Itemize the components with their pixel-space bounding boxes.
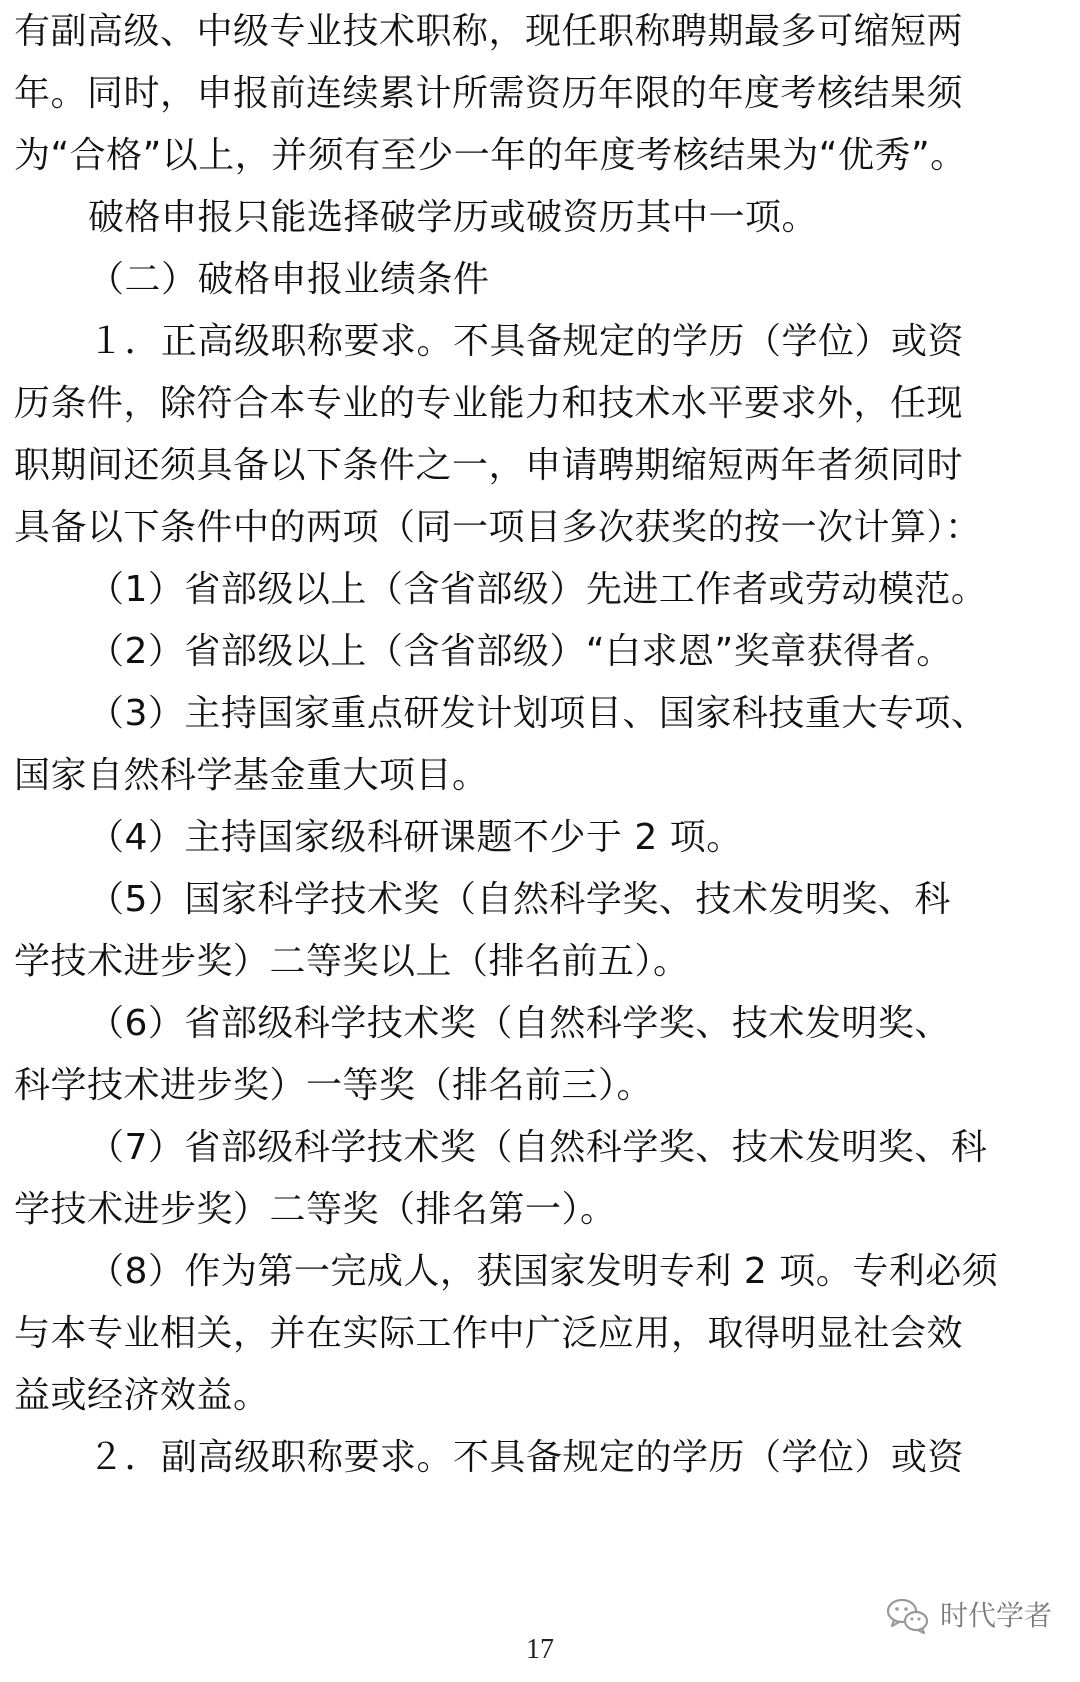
list-item: （3）主持国家重点研发计划项目、国家科技重大专项、	[88, 693, 988, 734]
text-line: 为“合格”以上，并须有至少一年的年度考核结果为“优秀”。	[14, 135, 967, 176]
text-line: 破格申报只能选择破学历或破资历其中一项。	[88, 197, 819, 238]
text-line: 年。同时，申报前连续累计所需资历年限的年度考核结果须	[14, 73, 964, 114]
text-line: 有副高级、中级专业技术职称，现任职称聘期最多可缩短两	[14, 11, 964, 52]
text-line: 科学技术进步奖）一等奖（排名前三）。	[14, 1065, 654, 1106]
text-line: 职期间还须具备以下条件之一，申请聘期缩短两年者须同时	[14, 445, 964, 486]
text-line: 历条件，除符合本专业的专业能力和技术水平要求外，任现	[14, 383, 964, 424]
page-number: 17	[526, 1634, 554, 1665]
list-item: （4）主持国家级科研课题不少于 2 项。	[88, 817, 743, 858]
list-item: （1）省部级以上（含省部级）先进工作者或劳动模范。	[88, 569, 988, 610]
text-line: 学技术进步奖）二等奖（排名第一）。	[14, 1189, 617, 1230]
text-line: ２．副高级职称要求。不具备规定的学历（学位）或资	[88, 1437, 965, 1478]
text-line: 益或经济效益。	[14, 1375, 270, 1416]
section-heading: （二）破格申报业绩条件	[88, 259, 490, 300]
list-item: （2）省部级以上（含省部级）“白求恩”奖章获得者。	[88, 631, 953, 672]
text-line: 具备以下条件中的两项（同一项目多次获奖的按一次计算）：	[14, 507, 982, 548]
text-line: １．正高级职称要求。不具备规定的学历（学位）或资	[88, 321, 965, 362]
text-line: 国家自然科学基金重大项目。	[14, 755, 489, 796]
list-item: （8）作为第一完成人，获国家发明专利 2 项。专利必须	[88, 1251, 999, 1292]
text-line: 与本专业相关，并在实际工作中广泛应用，取得明显社会效	[14, 1313, 964, 1354]
text-line: 学技术进步奖）二等奖以上（排名前五）。	[14, 941, 690, 982]
list-item: （6）省部级科学技术奖（自然科学奖、技术发明奖、	[88, 1003, 951, 1044]
watermark-text: 时代学者	[939, 1599, 1052, 1632]
list-item: （7）省部级科学技术奖（自然科学奖、技术发明奖、科	[88, 1127, 988, 1168]
list-item: （5）国家科学技术奖（自然科学奖、技术发明奖、科	[88, 879, 951, 920]
